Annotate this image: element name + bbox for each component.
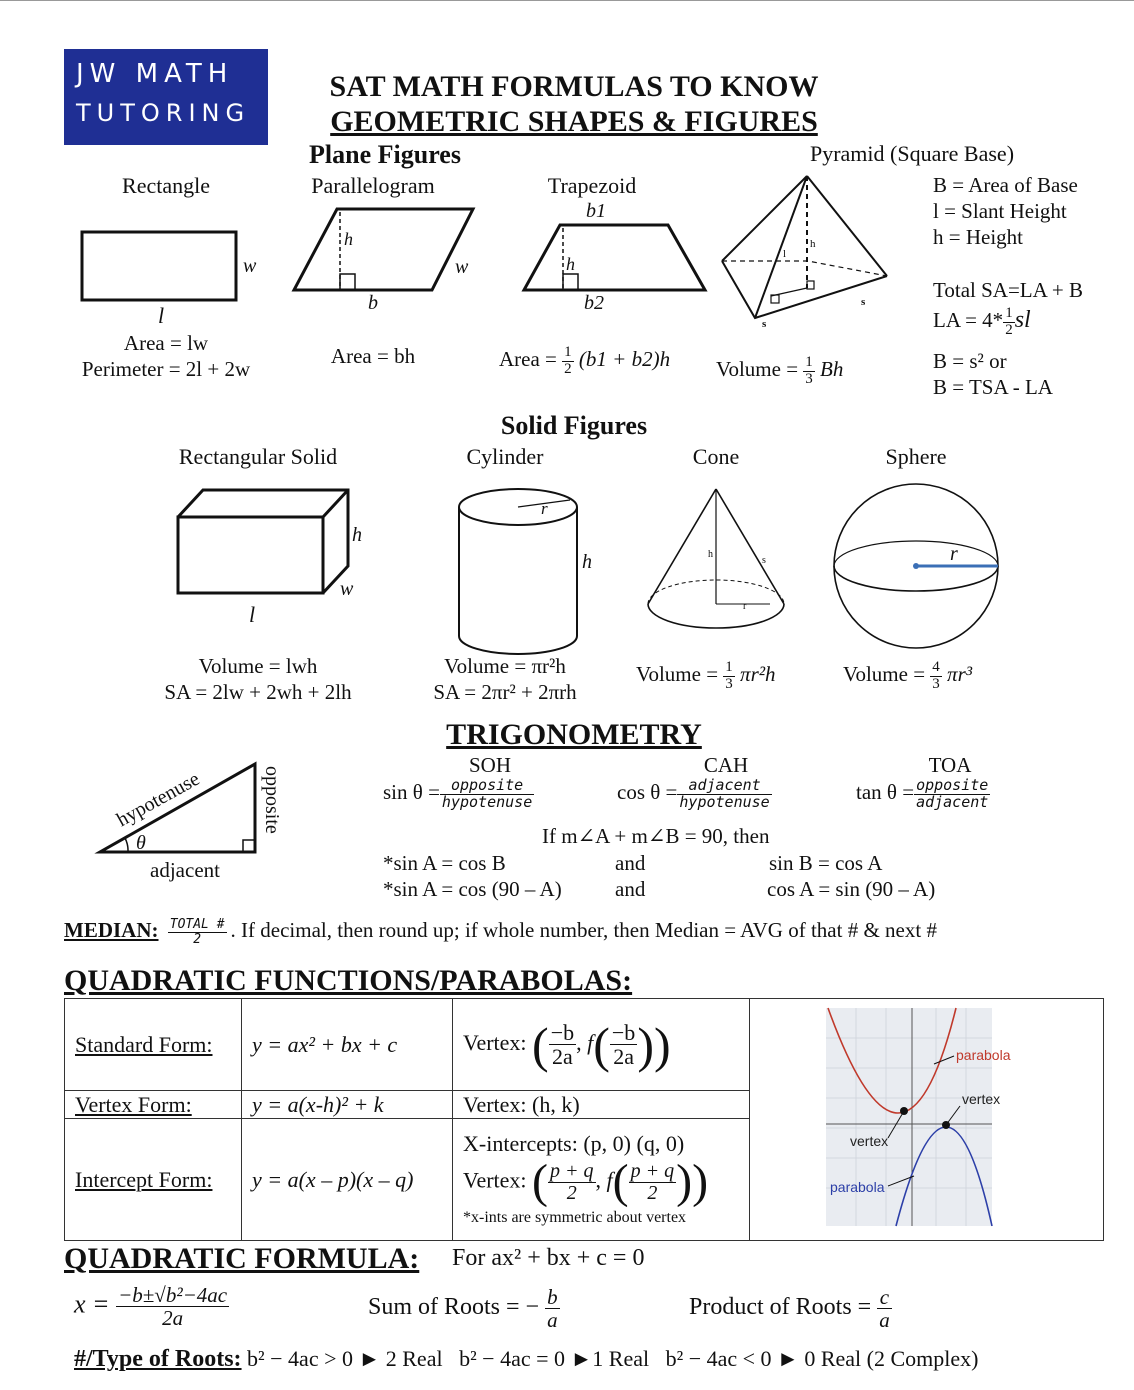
intercept-vertex: Vertex: ( $\frac{p + q}{2}$ , f( $\frac{p + q}{2}$ )) — [463, 1155, 709, 1209]
vertex-form-vertex: Vertex: (h, k) — [453, 1091, 750, 1119]
quad-heading: QUADRATIC FUNCTIONS/PARABOLAS: — [64, 964, 633, 997]
trig-heading: TRIGONOMETRY — [446, 718, 702, 751]
parabola-top-label: parabola — [956, 1046, 1011, 1063]
triangle-hypotenuse: hypotenuse — [113, 767, 204, 832]
rect-solid-volume: Volume = lwh — [198, 654, 318, 678]
parallelogram-b: b — [368, 292, 378, 314]
pyramid-note-la: LA = 4* $\frac{1}{2}$ sl — [933, 305, 1031, 338]
sphere-name: Sphere — [885, 444, 947, 469]
logo-line1: JW MATH — [76, 59, 234, 89]
formula-heading: QUADRATIC FORMULA: — [64, 1242, 420, 1275]
triangle-opposite: opposite — [261, 766, 283, 834]
pyramid-note-h: h = Height — [933, 225, 1023, 249]
triangle-theta: θ — [136, 832, 146, 854]
parallelogram-h: h — [344, 229, 353, 249]
vertex-bottom-label: vertex — [850, 1132, 889, 1149]
roots-type-2: b² − 4ac = 0 ►1 Real — [459, 1346, 650, 1371]
sum-of-roots: Sum of Roots = − $\frac{b}{a}$ — [368, 1285, 558, 1333]
cylinder-r: r — [541, 499, 548, 518]
rect-solid-h: h — [352, 524, 362, 546]
pyramid-label-s1: s — [762, 318, 767, 330]
vertex-top-label: vertex — [962, 1090, 1001, 1107]
parabola-bottom-label: parabola — [830, 1178, 885, 1195]
toa-formula: tan θ = $\frac{\text{opposite}}{\text{adjacent}}$ — [856, 776, 989, 811]
parallelogram-w: w — [455, 256, 469, 278]
trapezoid-b1: b1 — [586, 200, 606, 222]
plane-heading: Plane Figures — [309, 140, 461, 169]
standard-form-label: Standard Form: — [65, 999, 242, 1091]
trapezoid-half: $\frac{1}{2}$ — [564, 344, 572, 377]
cylinder-volume: Volume = πr²h — [444, 654, 566, 678]
formula-for-text: For ax² + bx + c = 0 — [452, 1245, 645, 1271]
cone-name: Cone — [692, 444, 740, 469]
rect-solid-l: l — [249, 602, 256, 627]
quadratic-forms-table — [64, 998, 1104, 1241]
trig-condition: If m∠A + m∠B = 90, then — [542, 824, 770, 848]
intercept-vertex-cell — [453, 1119, 750, 1241]
title-line1: SAT MATH FORMULAS TO KNOW — [329, 70, 819, 103]
pyramid-label-s2: s — [861, 296, 866, 308]
quadratic-formula: x = $\frac{\text{−b±√b²−4ac}}{2a}$ — [74, 1283, 228, 1331]
trig-rule2b: cos A = sin (90 – A) — [767, 877, 936, 901]
trig-rule1a: *sin A = cos B — [383, 851, 506, 875]
trapezoid-area-suffix: (b1 + b2)h — [578, 347, 671, 372]
pyramid-note-b3: B = TSA - LA — [933, 375, 1053, 399]
rectangle-w: w — [243, 255, 257, 277]
rectangle-name: Rectangle — [122, 173, 210, 198]
logo-line2: TUTORING — [76, 99, 251, 127]
rect-solid-name: Rectangular Solid — [178, 444, 338, 469]
rectangle-l: l — [158, 303, 165, 328]
title-line2: GEOMETRIC SHAPES & FIGURES — [330, 105, 818, 138]
intercept-note: *x-ints are symmetric about vertex — [463, 1209, 687, 1227]
cone-r: r — [743, 601, 747, 612]
median-label: MEDIAN: — [64, 918, 159, 942]
cylinder-name: Cylinder — [466, 444, 544, 469]
pyramid-note-l: l = Slant Height — [933, 199, 1067, 223]
trig-rule2a: *sin A = cos (90 – A) — [383, 877, 562, 901]
triangle-adjacent: adjacent — [150, 858, 220, 882]
sphere-r: r — [950, 543, 958, 565]
parallelogram-name: Parallelogram — [311, 173, 435, 198]
cone-volume: Volume = $\frac{1}{3}$ πr²h — [636, 659, 776, 692]
roots-type-3: b² − 4ac < 0 ► 0 Real (2 Complex) — [665, 1346, 979, 1371]
median-row — [64, 918, 937, 946]
trig-rule1-and: and — [615, 851, 646, 875]
cylinder-h: h — [582, 551, 592, 573]
types-label: #/Type of Roots: — [74, 1346, 242, 1372]
pyramid-label-l: l — [783, 248, 787, 260]
pyramid-note-tsa: Total SA=LA + B — [933, 278, 1083, 302]
trig-rule2-and: and — [615, 877, 646, 901]
cone-h: h — [708, 549, 713, 560]
intercept-form-label: Intercept Form: — [65, 1119, 242, 1241]
vertex-form-eq: y = a(x-h)² + k — [242, 1091, 453, 1119]
sphere-volume: Volume = $\frac{4}{3}$ πr³ — [843, 659, 973, 692]
roots-type-1: b² − 4ac > 0 ► 2 Real — [247, 1346, 443, 1371]
toa-label: TOA — [928, 753, 972, 777]
median-text: . If decimal, then round up; if whole number, then Median = AVG of that # & next # — [230, 918, 937, 942]
parabola-graph — [826, 1008, 1011, 1226]
intercept-xints: X-intercepts: (p, 0) (q, 0) — [463, 1131, 685, 1157]
types-of-roots-row — [74, 1346, 978, 1373]
standard-form-eq: y = ax² + bx + c — [242, 999, 453, 1091]
solid-heading: Solid Figures — [500, 411, 648, 440]
cah-label: CAH — [703, 753, 749, 777]
trig-rule1b: sin B = cos A — [769, 851, 883, 875]
rect-solid-sa: SA = 2lw + 2wh + 2lh — [164, 680, 352, 704]
pyramid-name: Pyramid (Square Base) — [809, 141, 1015, 166]
trapezoid-h: h — [566, 254, 575, 274]
soh-formula: sin θ = $\frac{\text{opposite}}{\text{hypotenuse}}$ — [383, 776, 533, 811]
median-fraction: $\frac{\text{TOTAL \#}}{2}$ — [169, 917, 225, 947]
cylinder-sa: SA = 2πr² + 2πrh — [433, 680, 577, 704]
pyramid-note-b: B = Area of Base — [933, 173, 1078, 197]
standard-vertex: Vertex: ( $\frac{-b}{2a}$ , f( $\frac{-b}{2a}$ )) — [453, 999, 750, 1091]
rectangle-perimeter: Perimeter = 2l + 2w — [81, 357, 251, 381]
product-of-roots: Product of Roots = $\frac{c}{a}$ — [689, 1285, 890, 1333]
vertex-form-label: Vertex Form: — [65, 1091, 242, 1119]
pyramid-label-h: h — [810, 238, 816, 250]
trapezoid-area-prefix: Area = — [499, 347, 557, 372]
pyramid-volume: Volume = $\frac{1}{3}$ Bh — [716, 354, 844, 387]
parabola-graph-cell — [750, 999, 1104, 1241]
cah-formula: cos θ = $\frac{\text{adjacent}}{\text{hypotenuse}}$ — [617, 776, 770, 811]
rect-solid-w: w — [340, 578, 354, 600]
soh-label: SOH — [468, 753, 512, 777]
trapezoid-name: Trapezoid — [547, 173, 637, 198]
parallelogram-area: Area = bh — [330, 344, 416, 368]
pyramid-note-b2: B = s² or — [933, 349, 1007, 373]
cone-s: s — [762, 555, 766, 566]
rectangle-area: Area = lw — [123, 331, 209, 355]
intercept-form-eq: y = a(x – p)(x – q) — [242, 1119, 453, 1241]
trapezoid-b2: b2 — [584, 292, 604, 314]
